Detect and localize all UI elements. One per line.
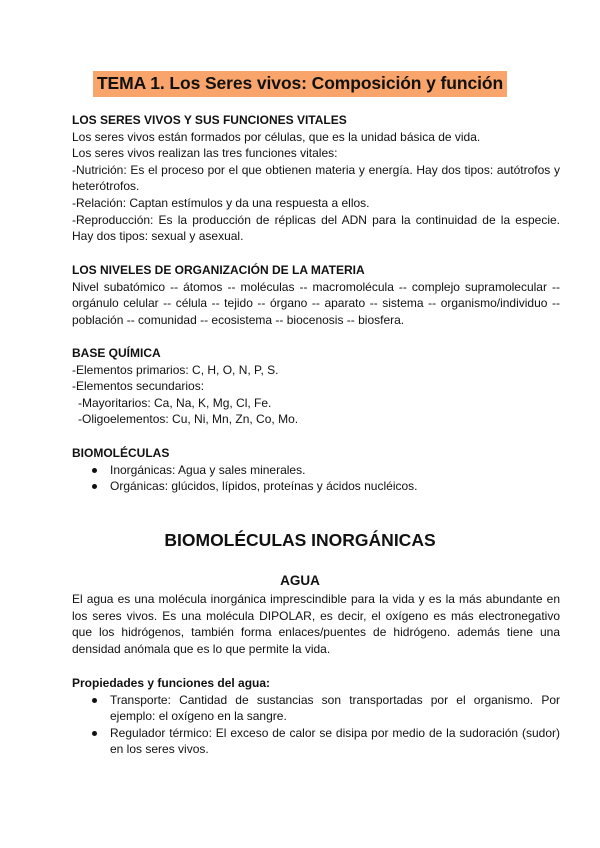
page-title: TEMA 1. Los Seres vivos: Composición y función — [93, 71, 507, 97]
list-item: Regulador térmico: El exceso de calor se disipa por medio de la sudoración (sudor) en los seres vivos. — [72, 725, 560, 758]
oligoelementos-text: -Oligoelementos: Cu, Ni, Mn, Zn, Co, Mo. — [78, 412, 299, 427]
bullet-icon — [92, 698, 97, 703]
niveles-text: Nivel subatómico -- átomos -- moléculas -- macromolécula -- complejo supramolecular -- orgánulo celular -- célula -- tejido -- órgano -- aparato -- sistema -- organismo/individuo -- población -- comunidad -- ecosistema -- biocenosis -- biosfera. — [72, 279, 560, 327]
section-base-quimica — [72, 345, 560, 428]
biomoleculas-list — [72, 462, 560, 495]
relacion-text: -Relación: Captan estímulos y da una respuesta a ellos. — [72, 195, 370, 210]
bullet-icon — [92, 468, 97, 473]
propiedades-list — [72, 692, 560, 758]
section-heading: LOS SERES VIVOS Y SUS FUNCIONES VITALES — [72, 113, 347, 127]
section-heading: Propiedades y funciones del agua: — [72, 676, 271, 690]
agua-paragraph-block — [72, 591, 560, 657]
primarios-text: -Elementos primarios: C, H, O, N, P, S. — [72, 362, 279, 377]
section-niveles — [72, 262, 560, 328]
nutricion-text: -Nutrición: Es el proceso por el que obtienen materia y energía. Hay dos tipos: autótrofos y heterótrofos. — [72, 162, 560, 194]
agua-paragraph: El agua es una molécula inorgánica imprescindible para la vida y es la más abundante en los seres vivos. Es una molécula DIPOLAR, es decir, el oxígeno es más electronegativo que los hidrógenos, también forma enlaces/puentes de hidrógeno. además tiene una densidad anómala que es lo que permite la vida. — [72, 592, 560, 656]
bullet-icon — [92, 484, 97, 489]
bullet-icon — [92, 731, 97, 736]
reproduccion-text: -Reproducción: Es la producción de réplicas del ADN para la continuidad de la especie. Hay dos tipos: sexual y asexual. — [72, 212, 560, 244]
section-seres-vivos — [72, 112, 560, 245]
title-wrap — [0, 71, 600, 97]
paragraph-line: Los seres vivos realizan las tres funciones vitales: — [72, 146, 338, 161]
secundarios-text: -Elementos secundarios: — [72, 379, 205, 394]
mayoritarios-text: -Mayoritarios: Ca, Na, K, Mg, Cl, Fe. — [78, 395, 272, 410]
list-item: Orgánicas: glúcidos, lípidos, proteínas y ácidos nucléicos. — [72, 478, 560, 495]
section-title-inorganicas: BIOMOLÉCULAS INORGÁNICAS — [164, 530, 436, 550]
section-propiedades — [72, 675, 560, 758]
subsection-title-agua: AGUA — [280, 573, 320, 588]
section-heading: BASE QUÍMICA — [72, 346, 161, 360]
section-heading: BIOMOLÉCULAS — [72, 446, 170, 460]
list-item: Inorgánicas: Agua y sales minerales. — [72, 462, 560, 479]
list-item: Transporte: Cantidad de sustancias son transportadas por el organismo. Por ejemplo: el oxígeno en la sangre. — [72, 692, 560, 725]
section-biomoleculas — [72, 445, 560, 495]
section-heading: LOS NIVELES DE ORGANIZACIÓN DE LA MATERIA — [72, 263, 365, 277]
paragraph-line: Los seres vivos están formados por células, que es la unidad básica de vida. — [72, 129, 481, 144]
